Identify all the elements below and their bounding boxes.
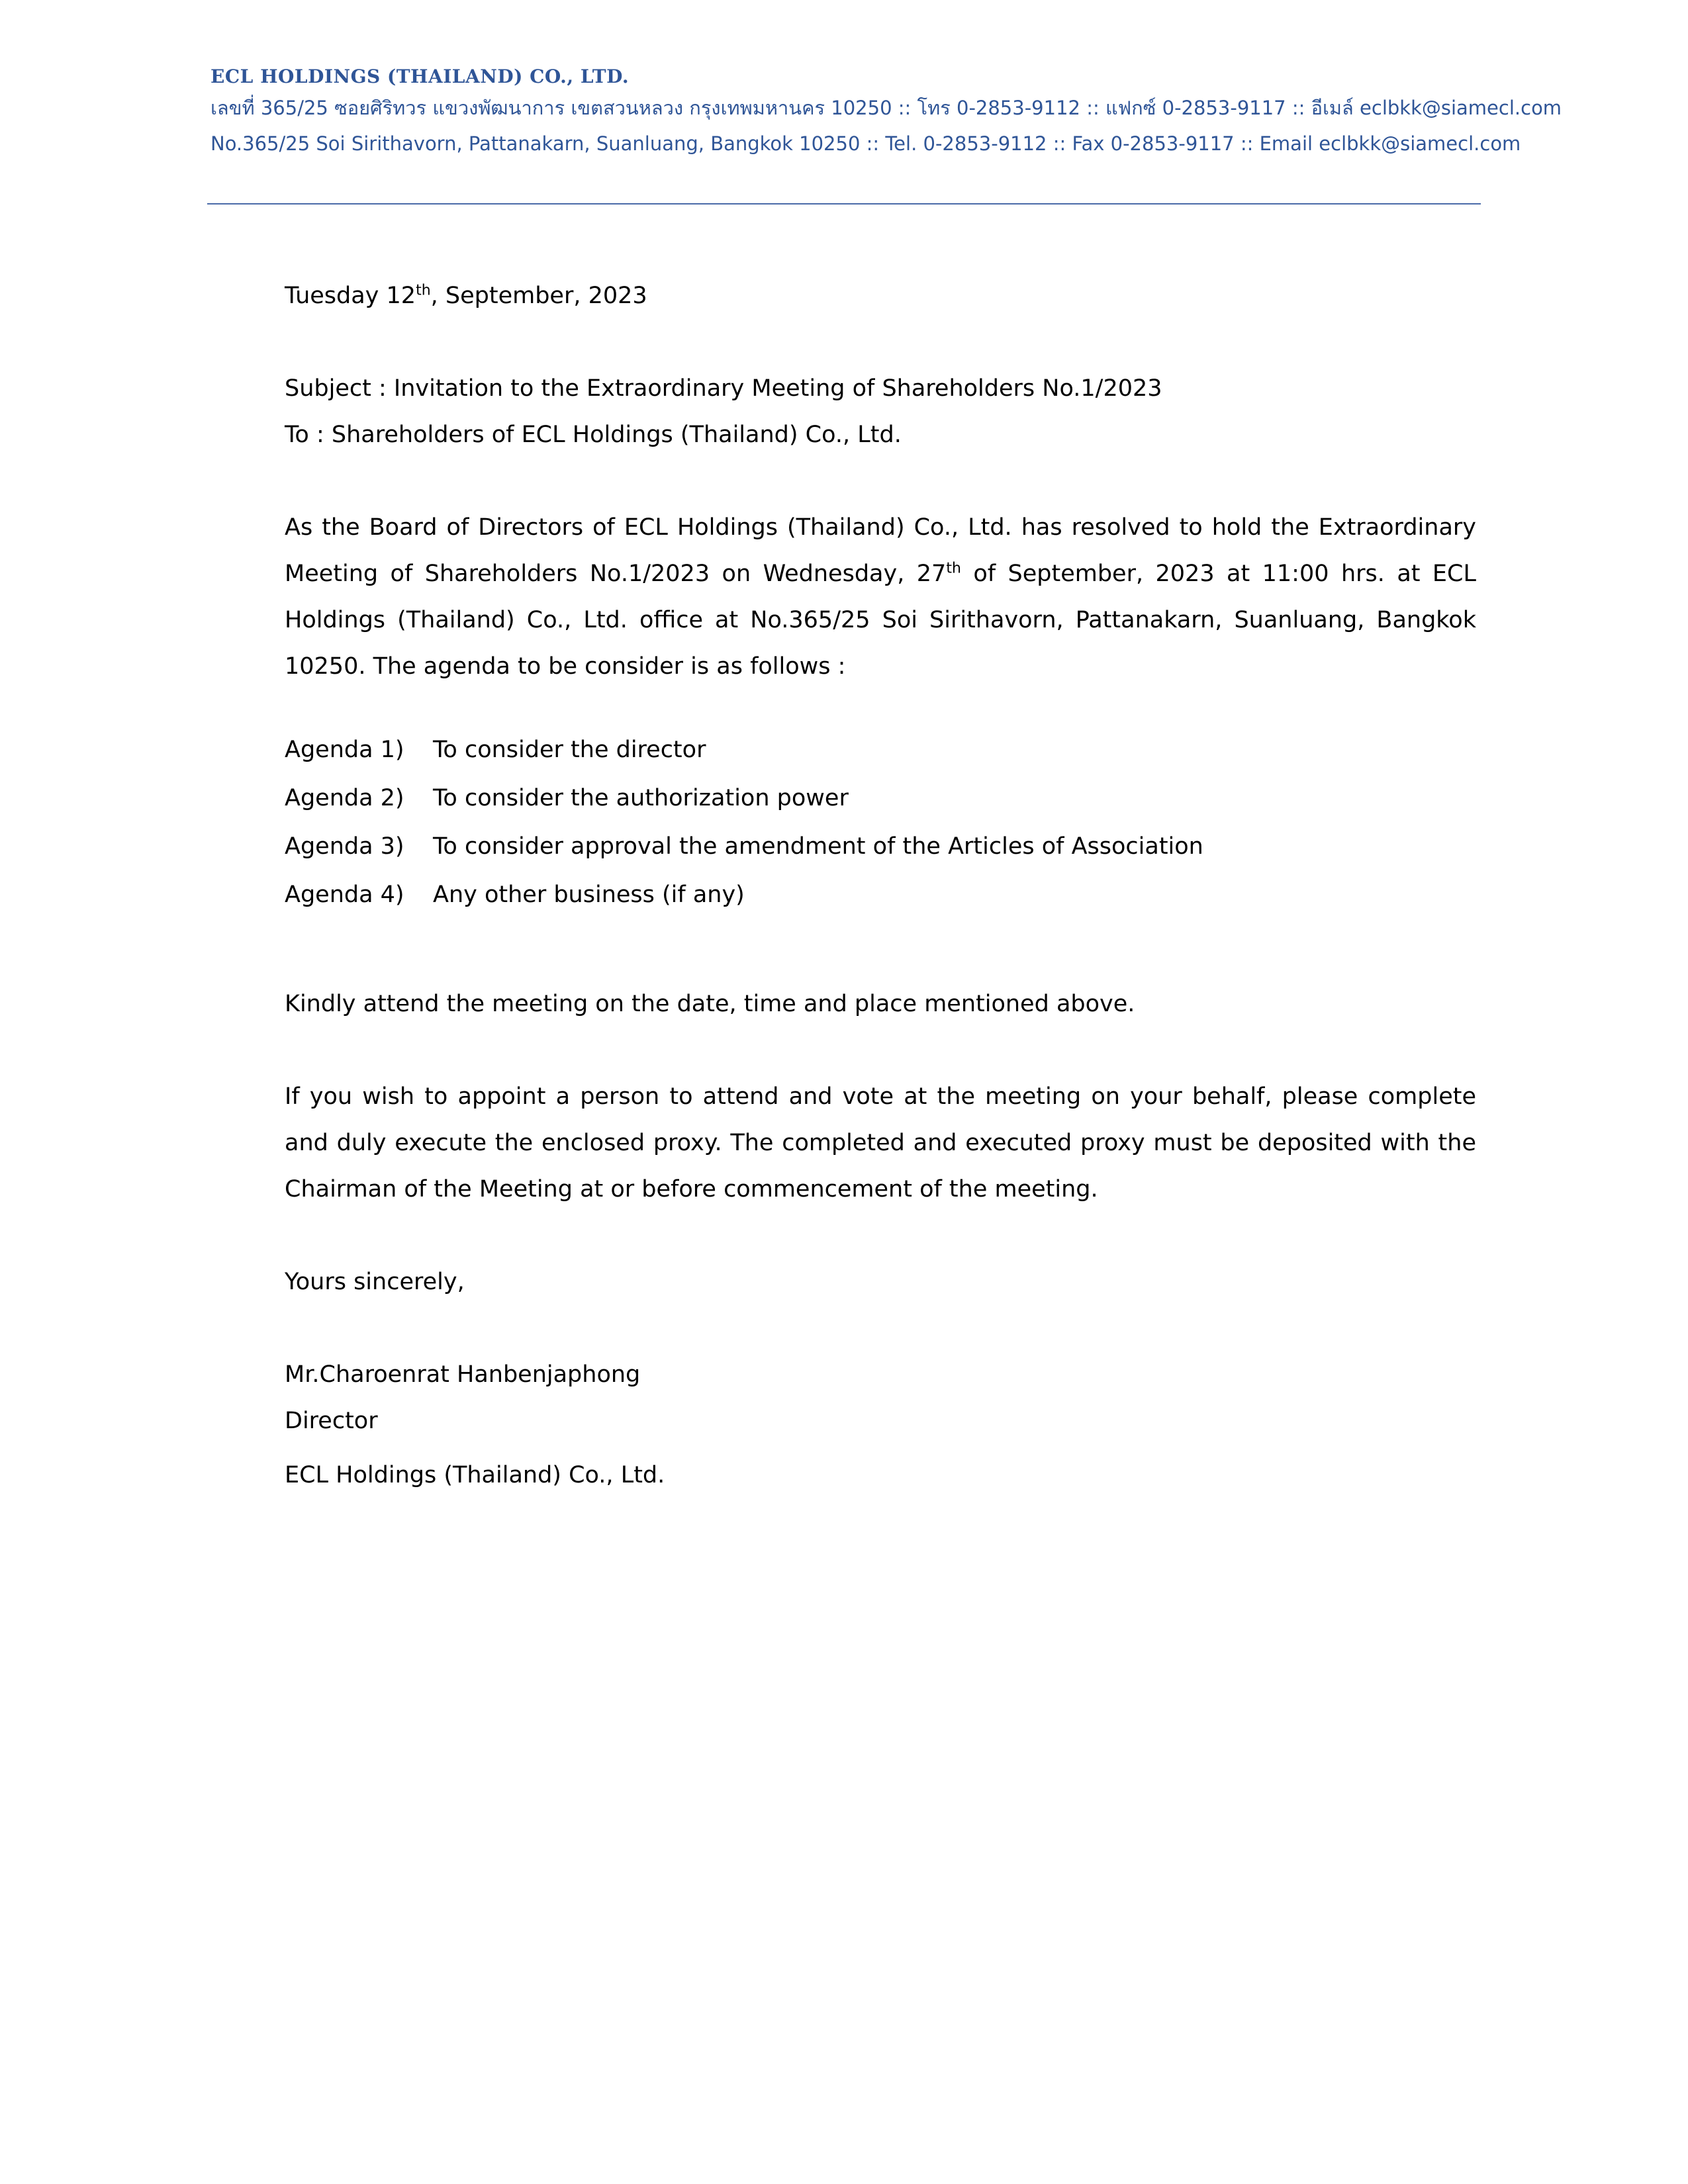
intro-text-part1: As the Board of Directors of ECL Holdings (Thailand) Co., Ltd. has resolved to hold the Extraordinary Meeting of Shareholders No.1/2023 on Wednesday, 27 (285, 514, 1476, 587)
intro-paragraph (285, 504, 1476, 690)
date-suffix: , September, 2023 (430, 283, 647, 309)
agenda-number: Agenda 4) (285, 882, 404, 908)
agenda-text: To consider the director (433, 737, 706, 763)
agenda-text: Any other business (if any) (433, 882, 745, 908)
agenda-item (285, 774, 1476, 823)
letter-date (285, 273, 1476, 319)
date-prefix: Tuesday 12 (285, 283, 416, 309)
closing-salutation: Yours sincerely, (285, 1269, 465, 1295)
proxy-paragraph: If you wish to appoint a person to attend and vote at the meeting on your behalf, please complete and duly execute the enclosed proxy. The completed and executed proxy must be deposited with the Chairman of the Meeting at or before commencement of the meeting. (285, 1083, 1476, 1203)
agenda-number: Agenda 3) (285, 833, 404, 860)
agenda-item (285, 726, 1476, 774)
agenda-list (285, 726, 1476, 919)
letter-subject: Subject : Invitation to the Extraordinary Meeting of Shareholders No.1/2023 (285, 375, 1162, 402)
agenda-text: To consider approval the amendment of the Articles of Association (433, 833, 1203, 860)
address-thai: เลขที่ 365/25 ซอยศิริทวร แขวงพัฒนาการ เขตสวนหลวง กรุงเทพมหานคร 10250 :: โทร 0-2853-9112 :: แฟกซ์ 0-2853-9117 :: อีเมล์ eclbkk@siamecl.com (211, 97, 1562, 119)
signatory-name: Mr.Charoenrat Hanbenjaphong (285, 1361, 641, 1388)
attend-note: Kindly attend the meeting on the date, time and place mentioned above. (285, 991, 1135, 1017)
intro-text-part2: of September, 2023 at 11:00 hrs. at ECL Holdings (Thailand) Co., Ltd. office at No.365/25 Soi Sirithavorn, Pattanakarn, Suanluang, Bangkok 10250. The agenda to be consider is as follows : (285, 561, 1476, 680)
letter-recipient: To : Shareholders of ECL Holdings (Thailand) Co., Ltd. (285, 422, 902, 448)
agenda-item (285, 823, 1476, 871)
signatory-title: Director (285, 1408, 378, 1434)
company-name: ECL HOLDINGS (THAILAND) CO., LTD. (211, 66, 630, 87)
agenda-text: To consider the authorization power (433, 785, 849, 811)
agenda-item (285, 871, 1476, 919)
letterhead (211, 64, 1562, 161)
intro-superscript: th (946, 560, 961, 577)
address-english: No.365/25 Soi Sirithavorn, Pattanakarn, Suanluang, Bangkok 10250 :: Tel. 0-2853-9112 :: Fax 0-2853-9117 :: Email eclbkk@siamecl.com (211, 132, 1521, 155)
agenda-number: Agenda 2) (285, 785, 404, 811)
date-superscript: th (416, 282, 431, 299)
signatory-company: ECL Holdings (Thailand) Co., Ltd. (285, 1462, 665, 1488)
agenda-number: Agenda 1) (285, 737, 404, 763)
header-divider (207, 203, 1481, 205)
